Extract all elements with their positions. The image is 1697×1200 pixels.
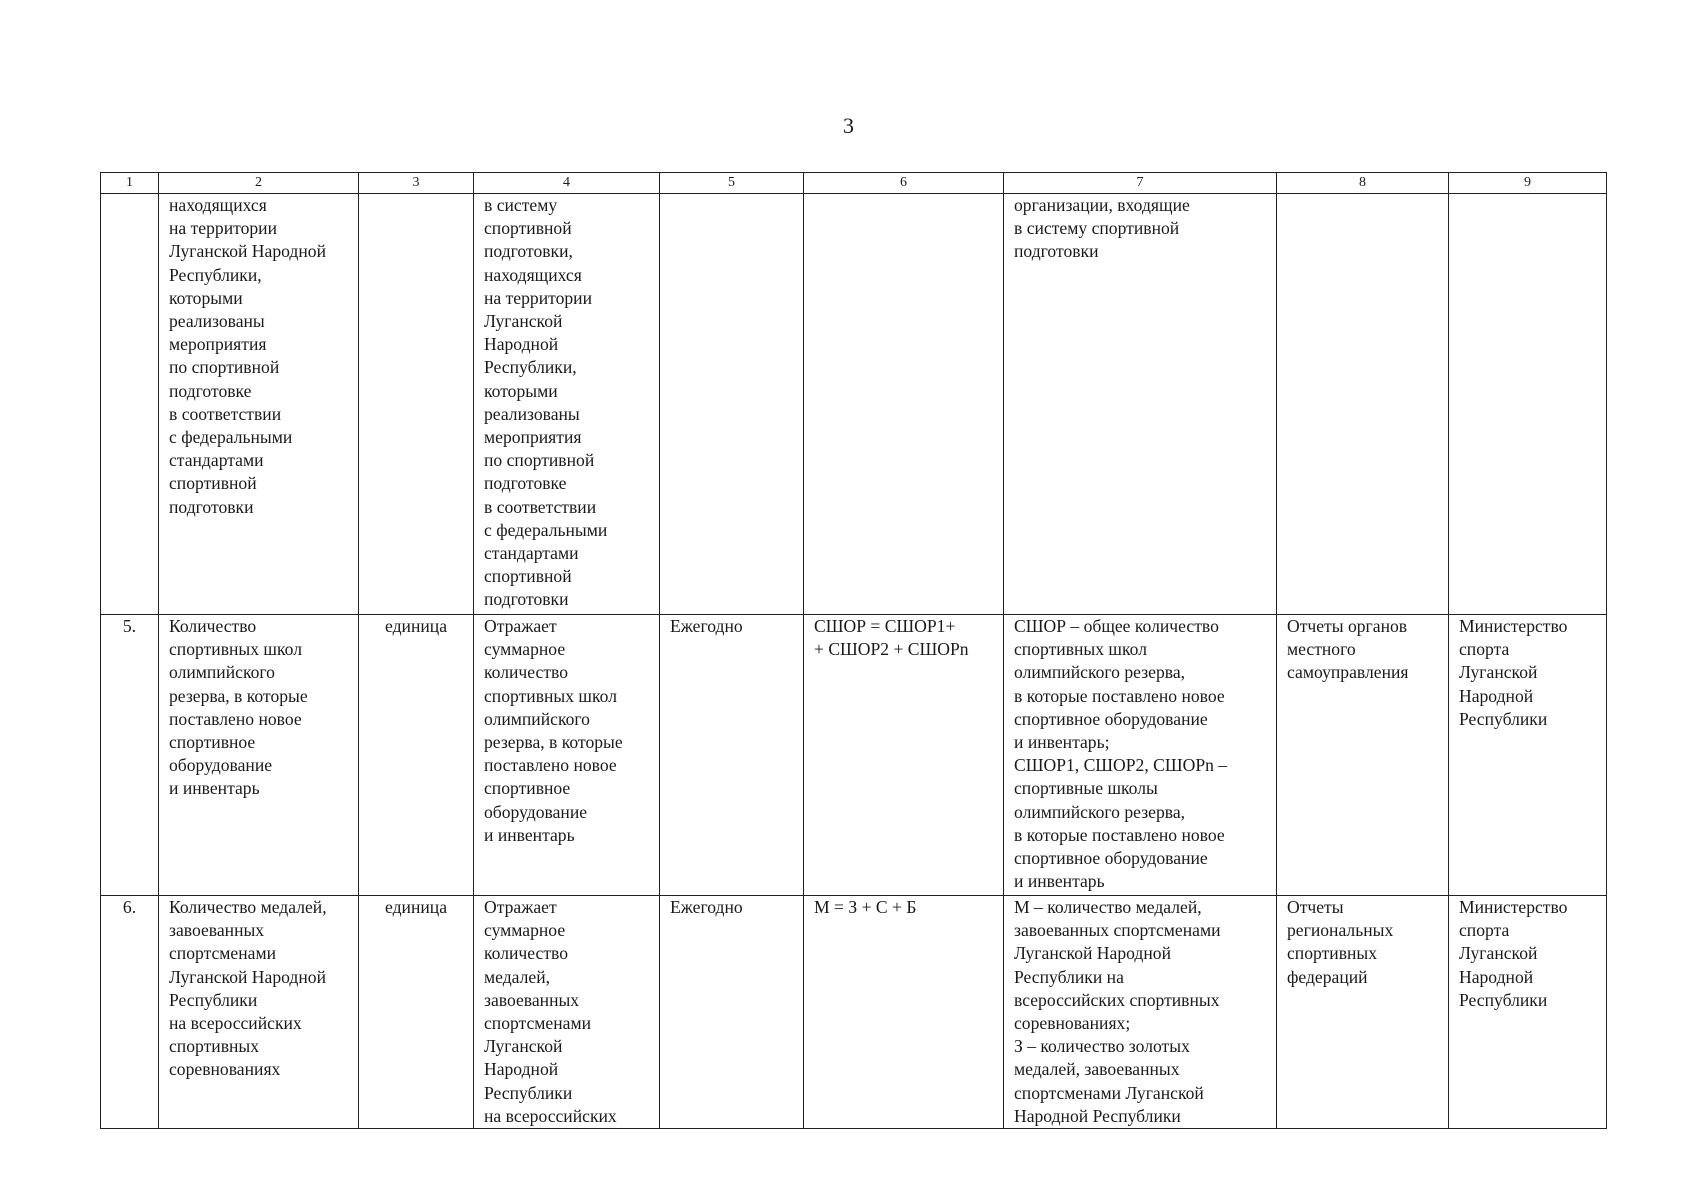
reporting-period xyxy=(660,194,804,615)
calculation-formula: СШОР = СШОР1+ + СШОР2 + СШОРn xyxy=(804,615,1004,896)
indicator-definition: Отражает суммарное количество медалей, завоеванных спортсменами Луганской Народной Республики на всероссийских xyxy=(474,896,660,1129)
responsible-body: Министерство спорта Луганской Народной Республики xyxy=(1449,615,1607,896)
table-row xyxy=(101,615,1607,896)
indicator-name: Количество медалей, завоеванных спортсменами Луганской Народной Республики на всероссийских спортивных соревнованиях xyxy=(159,896,359,1129)
header-col-6: 6 xyxy=(804,173,1004,194)
table-header xyxy=(101,173,1607,194)
unit-of-measure xyxy=(359,194,474,615)
indicator-definition: в систему спортивной подготовки, находящихся на территории Луганской Народной Республики, которыми реализованы мероприятия по спортивной подготовке в соответствии с федеральными стандартами спортивной подготовки xyxy=(474,194,660,615)
header-col-9: 9 xyxy=(1449,173,1607,194)
unit-of-measure: единица xyxy=(359,896,474,1129)
unit-of-measure: единица xyxy=(359,615,474,896)
responsible-body: Министерство спорта Луганской Народной Республики xyxy=(1449,896,1607,1129)
header-col-4: 4 xyxy=(474,173,660,194)
row-number: 5. xyxy=(101,615,159,896)
row-number xyxy=(101,194,159,615)
table-row xyxy=(101,194,1607,615)
indicator-name: находящихся на территории Луганской Народной Республики, которыми реализованы мероприятия по спортивной подготовке в соответствии с федеральными стандартами спортивной подготовки xyxy=(159,194,359,615)
reporting-period: Ежегодно xyxy=(660,615,804,896)
header-row xyxy=(101,173,1607,194)
formula-indicators: М – количество медалей, завоеванных спортсменами Луганской Народной Республики на всероссийских спортивных соревнованиях; З – количество золотых медалей, завоеванных спортсменами Луганской Народной Республики xyxy=(1004,896,1277,1129)
reporting-period: Ежегодно xyxy=(660,896,804,1129)
formula-indicators: СШОР – общее количество спортивных школ олимпийского резерва, в которые поставлено новое спортивное оборудование и инвентарь; СШОР1, СШОР2, СШОРn – спортивные школы олимпийского резерва, в которые поставлено новое спортивное оборудование и инвентарь xyxy=(1004,615,1277,896)
header-col-8: 8 xyxy=(1277,173,1449,194)
data-source xyxy=(1277,194,1449,615)
header-col-3: 3 xyxy=(359,173,474,194)
header-col-1: 1 xyxy=(101,173,159,194)
data-source: Отчеты региональных спортивных федераций xyxy=(1277,896,1449,1129)
calculation-formula: М = З + С + Б xyxy=(804,896,1004,1129)
indicator-definition: Отражает суммарное количество спортивных школ олимпийского резерва, в которые поставлено новое спортивное оборудование и инвентарь xyxy=(474,615,660,896)
row-number: 6. xyxy=(101,896,159,1129)
formula-indicators: организации, входящие в систему спортивной подготовки xyxy=(1004,194,1277,615)
indicator-name: Количество спортивных школ олимпийского резерва, в которые поставлено новое спортивное оборудование и инвентарь xyxy=(159,615,359,896)
header-col-2: 2 xyxy=(159,173,359,194)
indicators-table xyxy=(100,172,1607,1129)
page-number: 3 xyxy=(843,113,854,138)
header-col-7: 7 xyxy=(1004,173,1277,194)
data-source: Отчеты органов местного самоуправления xyxy=(1277,615,1449,896)
responsible-body xyxy=(1449,194,1607,615)
table-row xyxy=(101,896,1607,1129)
header-col-5: 5 xyxy=(660,173,804,194)
calculation-formula xyxy=(804,194,1004,615)
